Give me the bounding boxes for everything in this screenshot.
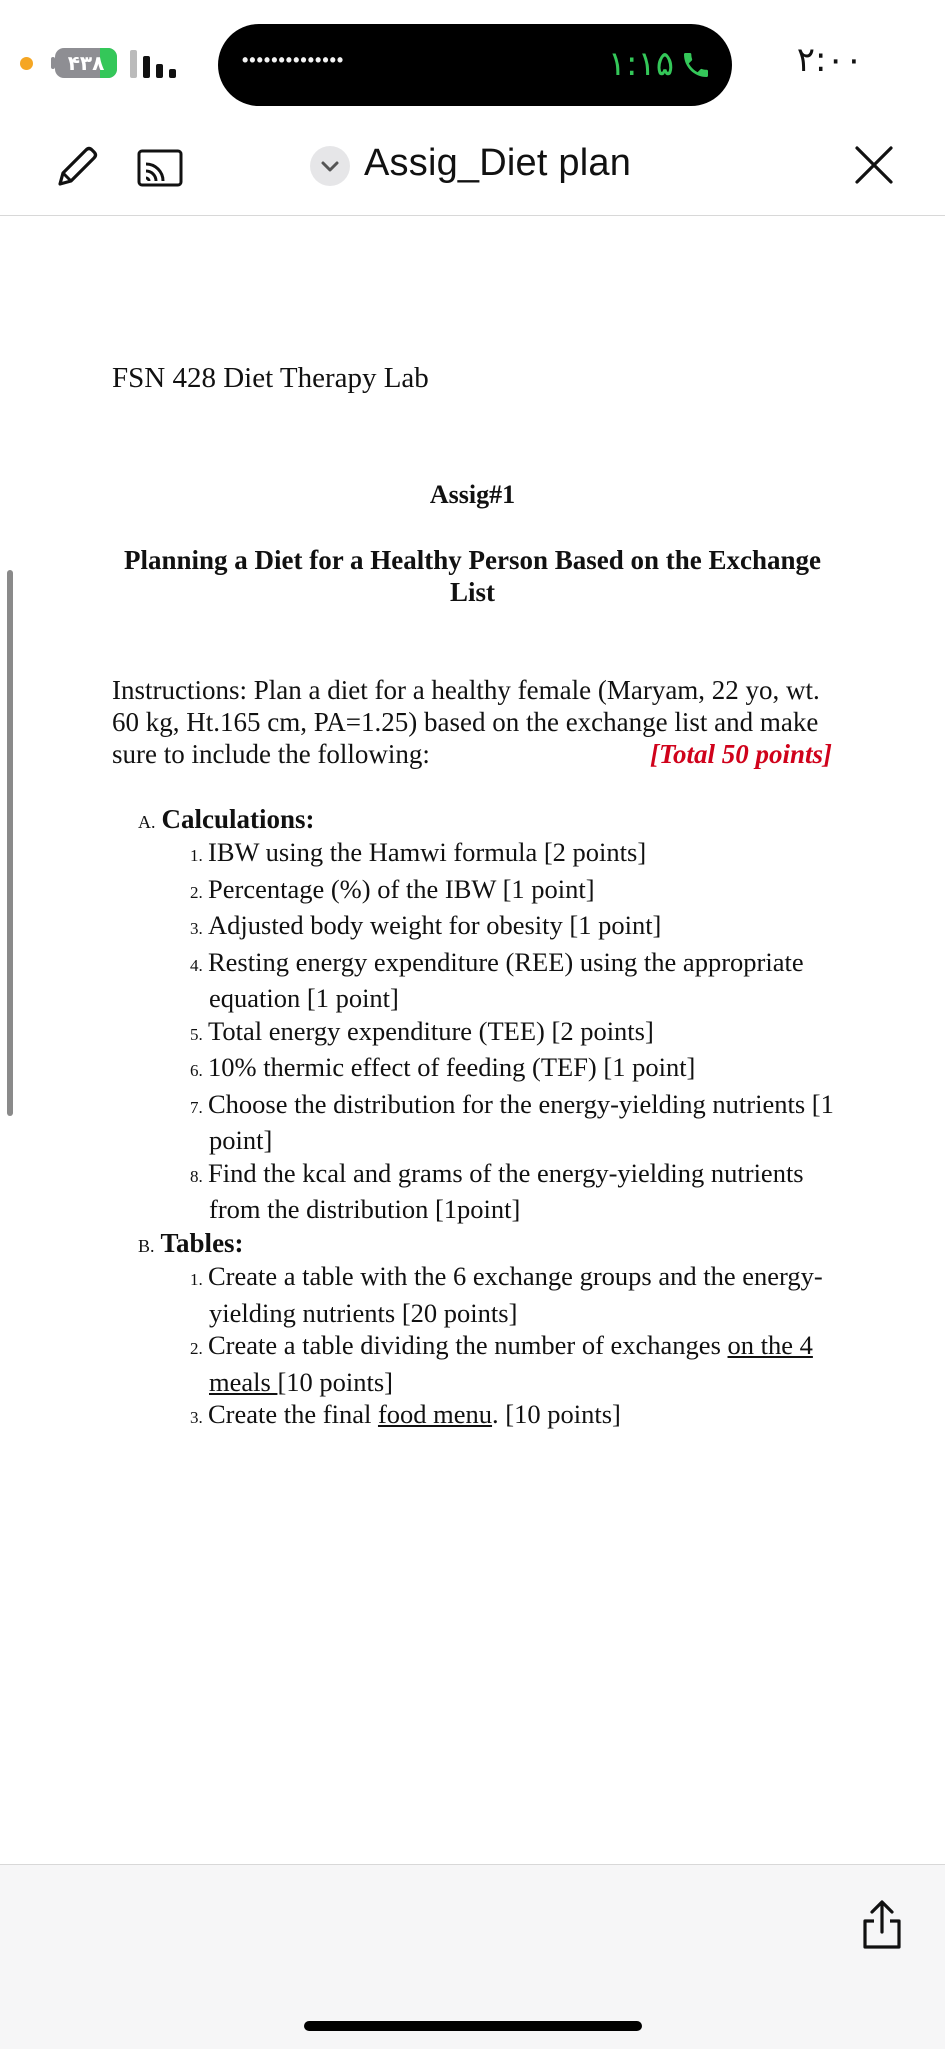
home-indicator[interactable] [304, 2021, 642, 2031]
instructions [112, 674, 832, 770]
scroll-indicator[interactable] [7, 570, 13, 1116]
battery-level: ۴۳٨ [67, 51, 105, 75]
instructions-text: Instructions: Plan a diet for a healthy female (Maryam, 22 yo, wt. 60 kg, Ht.165 cm, PA=1.25) based on the exchange list and make sure to include the following: [112, 675, 820, 769]
document-title[interactable]: Assig_Diet plan [364, 142, 632, 184]
cast-icon[interactable] [136, 148, 184, 188]
title-dropdown-button[interactable] [310, 146, 350, 186]
section-a-heading [138, 804, 315, 835]
section-b-heading [138, 1228, 244, 1259]
list-item: 1. Create a table with the 6 exchange groups and the energy-yielding nutrients [20 points] [190, 1261, 823, 1328]
privacy-indicator-dot [20, 57, 33, 70]
list-item: 4. Resting energy expenditure (REE) using the appropriate equation [1 point] [190, 946, 804, 1013]
status-bar [0, 0, 945, 120]
list-item: 3. Adjusted body weight for obesity [1 point] [190, 910, 662, 940]
signal-icon [130, 50, 180, 78]
list-item: 2. Create a table dividing the number of exchanges on the 4 meals [10 points] [190, 1330, 813, 1397]
section-b-letter: B. [138, 1236, 155, 1256]
section-a-title: Calculations: [161, 804, 315, 834]
list-item: 8. Find the kcal and grams of the energy-yielding nutrients from the distribution [1point] [190, 1157, 804, 1224]
list-item: 7. Choose the distribution for the energy-yielding nutrients [1 point] [190, 1088, 834, 1155]
bottom-toolbar [0, 1864, 945, 2049]
pencil-icon[interactable] [52, 142, 102, 192]
assignment-title: Planning a Diet for a Healthy Person Based on the Exchange List [123, 545, 822, 607]
course-heading: FSN 428 Diet Therapy Lab [112, 362, 429, 394]
call-timer: ۱:۱۵ [607, 44, 674, 84]
battery-icon [55, 48, 117, 78]
list-item: 6. 10% thermic effect of feeding (TEF) [1 point] [190, 1052, 696, 1082]
share-icon[interactable] [859, 1899, 905, 1951]
assignment-number: Assig#1 [429, 480, 516, 509]
chevron-down-icon [310, 146, 350, 186]
call-pill[interactable] [218, 24, 732, 106]
document-page[interactable] [0, 216, 945, 1864]
phone-icon [680, 48, 712, 82]
document-toolbar [0, 120, 945, 216]
list-item: 2. Percentage (%) of the IBW [1 point] [190, 873, 595, 904]
tables-list [180, 1260, 850, 1435]
close-icon[interactable] [853, 144, 895, 186]
list-item: 1. IBW using the Hamwi formula [2 points] [190, 837, 647, 867]
list-item: 3. Create the final food menu. [10 points] [190, 1399, 621, 1429]
calculations-list [180, 836, 850, 1226]
clock: ۲:۰۰ [796, 40, 863, 80]
total-points: [Total 50 points] [649, 739, 832, 769]
section-b-title: Tables: [160, 1228, 244, 1258]
call-caller-dots: •••••••••••••• [242, 50, 345, 70]
section-a-letter: A. [138, 812, 156, 832]
list-item: 5. Total energy expenditure (TEE) [2 points] [190, 1015, 654, 1046]
